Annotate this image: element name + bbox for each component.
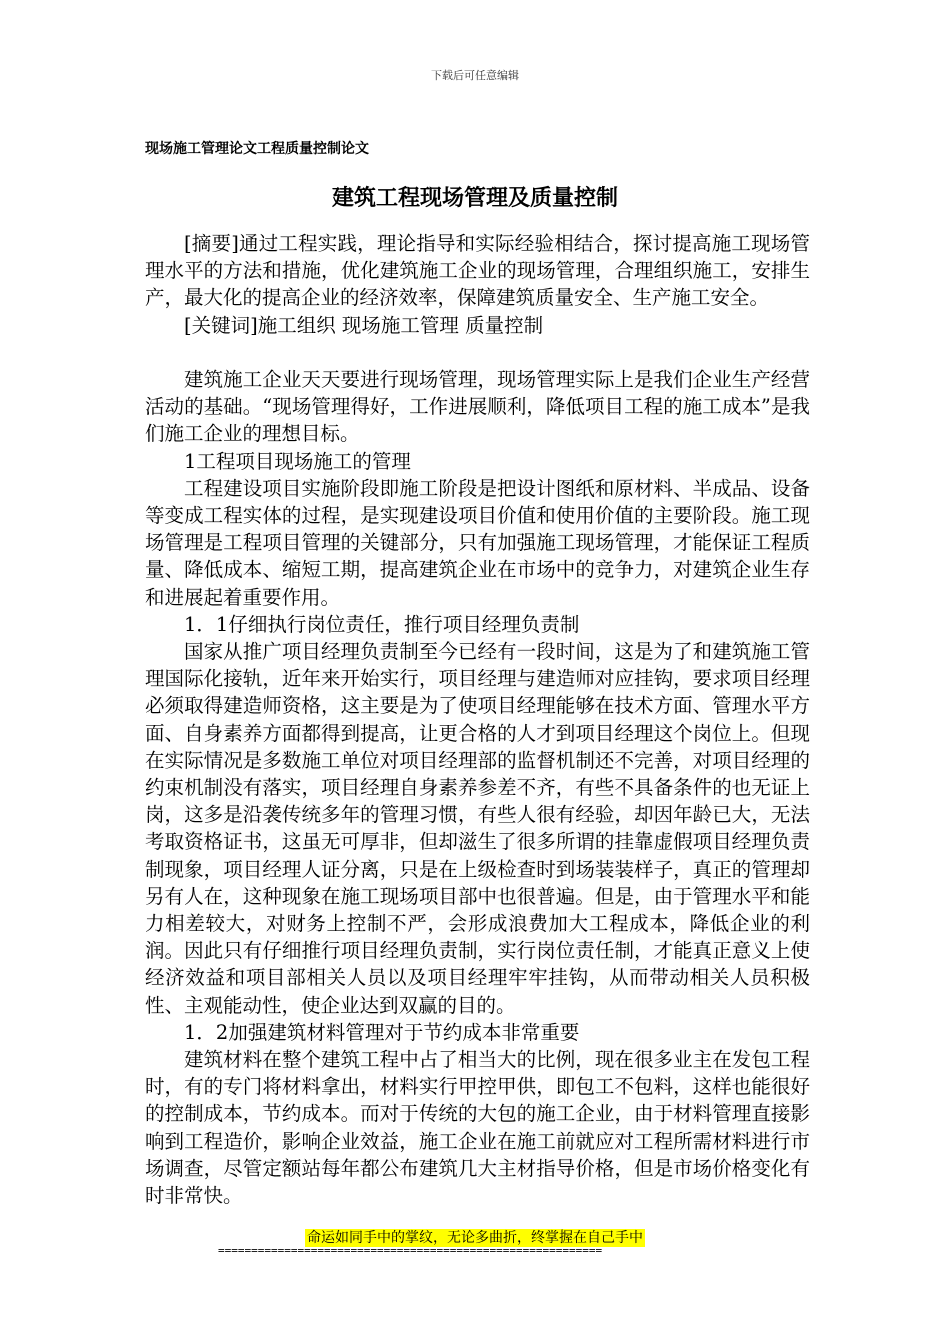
document-body xyxy=(145,230,810,1209)
abstract-paragraph: [摘要]通过工程实践，理论指导和实际经验相结合，探讨提高施工现场管理水平的方法和措施，优化建筑施工企业的现场管理，合理组织施工，安排生产，最大化的提高企业的经济效率，保障建筑质量安全、生产施工安全。 xyxy=(145,232,810,310)
section-heading-1-1: 1．1仔细执行岗位责任，推行项目经理负责制 xyxy=(184,612,580,636)
document-label: 现场施工管理论文工程质量控制论文 xyxy=(145,141,369,157)
section-1-2-paragraph: 建筑材料在整个建筑工程中占了相当大的比例，现在很多业主在发包工程时，有的专门将材料拿出，材料实行甲控甲供，即包工不包料，这样也能很好的控制成本，节约成本。而对于传统的大包的施工企业，由于材料管理直接影响到工程造价，影响企业效益，施工企业在施工前就应对工程所需材料进行市场调查，尽管定额站每年都公布建筑几大主材指导价格，但是市场价格变化有时非常快。 xyxy=(145,1048,810,1208)
section-1-1-paragraph: 国家从推广项目经理负责制至今已经有一段时间，这是为了和建筑施工管理国际化接轨，近年来开始实行，项目经理与建造师对应挂钩，要求项目经理必须取得建造师资格，这主要是为了使项目经理能够在技术方面、管理水平方面、自身素养方面都得到提高，让更合格的人才到项目经理这个岗位上。但现在实际情况是多数施工单位对项目经理部的监督机制还不完善，对项目经理的约束机制没有落实，项目经理自身素养参差不齐，有些不具备条件的也无证上岗，这多是沿袭传统多年的管理习惯，有些人很有经验，却因年龄已大，无法考取资格证书，这虽无可厚非，但却滋生了很多所谓的挂靠虚假项目经理负责制现象，项目经理人证分离，只是在上级检查时到场装装样子，真正的管理却另有人在，这种现象在施工现场项目部中也很普遍。但是，由于管理水平和能力相差较大，对财务上控制不严，会形成浪费加大工程成本，降低企业的利润。因此只有仔细推行项目经理负责制，实行岗位责任制，才能真正意义上使经济效益和项目部相关人员以及项目经理牢牢挂钩，从而带动相关人员积极性、主观能动性，使企业达到双赢的目的。 xyxy=(145,640,810,1017)
header-note: 下载后可任意编辑 xyxy=(431,69,519,82)
footer-banner-text: 命运如同手中的掌纹，无论多曲折，终掌握在自己手中 xyxy=(307,1230,643,1246)
footer-rule: ========================================================== xyxy=(218,1244,603,1257)
paragraph-spacer xyxy=(145,339,810,366)
section-1-paragraph: 工程建设项目实施阶段即施工阶段是把设计图纸和原材料、半成品、设备等变成工程实体的过程，是实现建设项目价值和使用价值的主要阶段。施工现场管理是工程项目管理的关键部分，只有加强施工现场管理，才能保证工程质量、降低成本、缩短工期，提高建筑企业在市场中的竞争力，对建筑企业生存和进展起着重要作用。 xyxy=(145,476,810,609)
intro-paragraph: 建筑施工企业天天要进行现场管理，现场管理实际上是我们企业生产经营活动的基础。“现场管理得好，工作进展顺利，降低项目工程的施工成本”是我们施工企业的理想目标。 xyxy=(145,368,810,446)
keywords-line: [关键词]施工组织 现场施工管理 质量控制 xyxy=(184,313,544,337)
document-title: 建筑工程现场管理及质量控制 xyxy=(331,186,618,211)
section-heading-1: 1工程项目现场施工的管理 xyxy=(184,449,411,473)
section-heading-1-2: 1．2加强建筑材料管理对于节约成本非常重要 xyxy=(184,1020,580,1044)
